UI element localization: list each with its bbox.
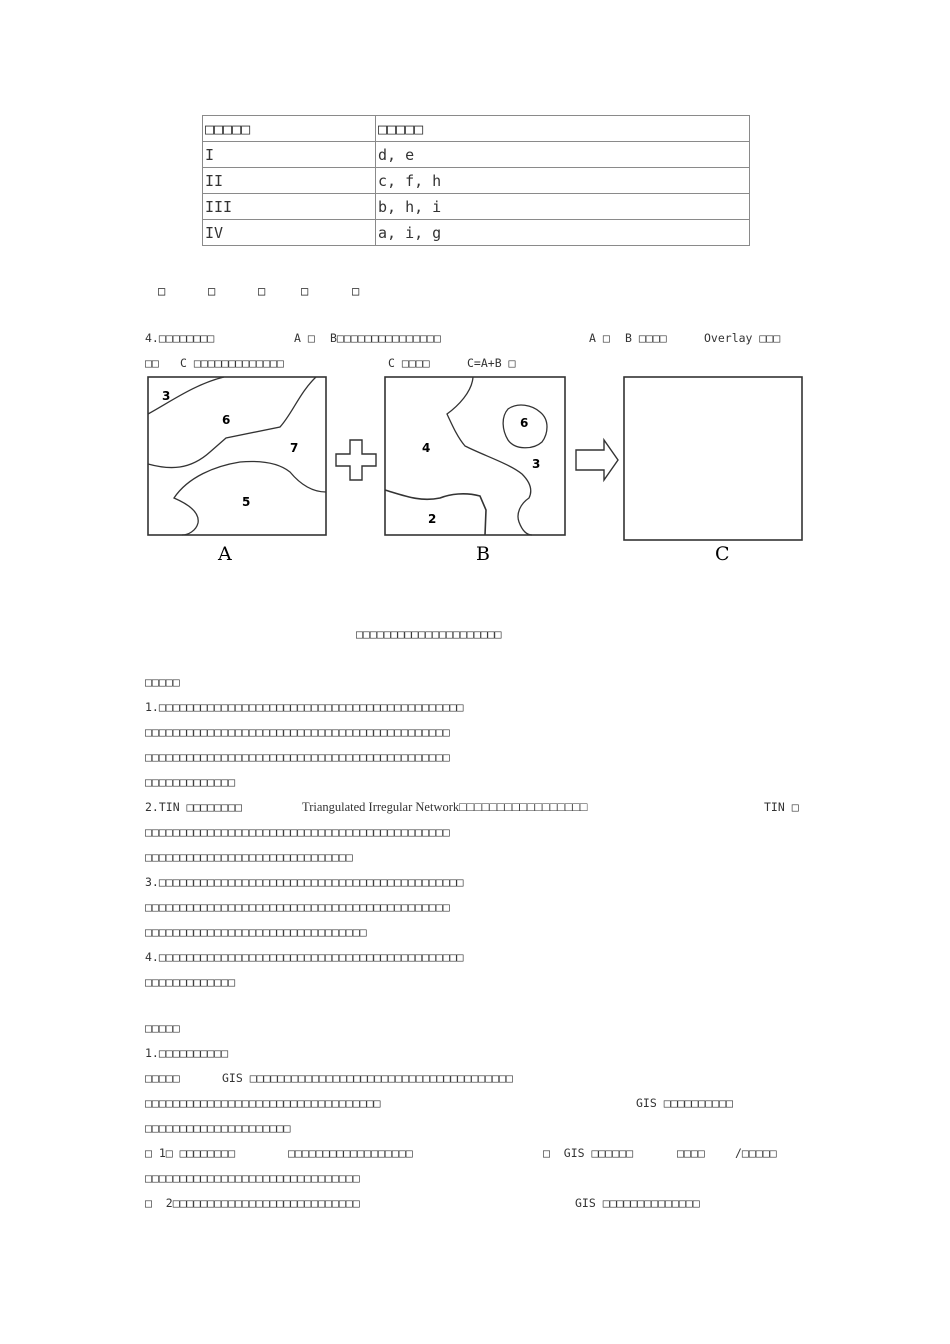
table-cell: II (203, 168, 376, 194)
q4-text: C □□□□ (388, 356, 430, 370)
map-c (624, 377, 802, 540)
map-b-region-labels (422, 416, 540, 526)
paragraph-line: 4.□□□□□□□□□□□□□□□□□□□□□□□□□□□□□□□□□□□□□□□□□□□□ (145, 950, 464, 964)
map-b-region-label: 2 (428, 512, 437, 526)
table-cell: a, i, g (376, 220, 750, 246)
overlay-figure (140, 372, 810, 572)
table-header-cell: □□□□□ (376, 116, 750, 142)
table-row (203, 142, 750, 168)
paragraph-line: □□□□□□□□□□□□□□□□□□□□□□□□□□□□□□□□ (145, 925, 367, 939)
paragraph-line: Triangulated Irregular Network□□□□□□□□□□□□□□□□□ (302, 800, 588, 814)
paragraph-line: □□□□□□□□□□□□□□□□□□□□□ (145, 1121, 291, 1135)
spaced-char: □ (301, 284, 309, 298)
figure-caption: □□□□□□□□□□□□□□□□□□□□□ (356, 627, 502, 641)
map-a-region-label: 6 (222, 413, 231, 427)
table-cell: c, f, h (376, 168, 750, 194)
paragraph-line: □□□□□ (145, 1071, 180, 1085)
arrow-right-icon (576, 440, 618, 480)
map-a-region-label: 5 (242, 495, 251, 509)
paragraph-line: /□□□□□ (735, 1146, 777, 1160)
paragraph-line: □□□□ (677, 1146, 705, 1160)
paragraph-line: □ 2□□□□□□□□□□□□□□□□□□□□□□□□□□□ (145, 1196, 360, 1210)
map-a-region-labels (162, 389, 298, 509)
table-cell: IV (203, 220, 376, 246)
paragraph-line: □ GIS □□□□□□ (543, 1146, 634, 1160)
map-b (385, 377, 565, 535)
answer-table (202, 115, 750, 246)
map-a-label: A (218, 543, 232, 565)
section-heading: □□□□□ (145, 1021, 180, 1035)
paragraph-line: □□□□□□□□□□□□□□□□□□□□□□□□□□□□□□□ (145, 1171, 360, 1185)
map-b-label: B (476, 543, 490, 565)
q4-text: B□□□□□□□□□□□□□□□ (330, 331, 441, 345)
table-row (203, 194, 750, 220)
q4-text: A □ (589, 331, 610, 345)
table-header-cell: □□□□□ (203, 116, 376, 142)
paragraph-line: 1.□□□□□□□□□□ (145, 1046, 229, 1060)
q4-text: A □ (294, 331, 315, 345)
table-row (203, 220, 750, 246)
map-b-region-label: 3 (532, 457, 541, 471)
map-c-label: C (715, 543, 730, 565)
map-b-region-label: 6 (520, 416, 529, 430)
q4-text: □□ (145, 356, 159, 370)
paragraph-line: GIS □□□□□□□□□□□□□□□□□□□□□□□□□□□□□□□□□□□□□□ (222, 1071, 513, 1085)
paragraph-line: □□□□□□□□□□□□□□□□□□□□□□□□□□□□□□□□□□□□□□□□□□□□ (145, 725, 450, 739)
q4-text: B □□□□ (625, 331, 667, 345)
paragraph-line: □□□□□□□□□□□□□□□□□□□□□□□□□□□□□□□□□□□□□□□□□□□□ (145, 825, 450, 839)
q4-text: C=A+B □ (467, 356, 516, 370)
paragraph-line: □□□□□□□□□□□□□□□□□□□□□□□□□□□□□□□□□□ (145, 1096, 381, 1110)
map-a-region-label: 3 (162, 389, 171, 403)
paragraph-line: GIS □□□□□□□□□□ (636, 1096, 733, 1110)
paragraph-line: 1.□□□□□□□□□□□□□□□□□□□□□□□□□□□□□□□□□□□□□□□□□□□□ (145, 700, 464, 714)
q4-text: 4.□□□□□□□□ (145, 331, 215, 345)
paragraph-line: □□□□□□□□□□□□□ (145, 975, 236, 989)
table-cell: d, e (376, 142, 750, 168)
map-a (148, 377, 326, 535)
paragraph-line: 2.TIN □□□□□□□□ (145, 800, 242, 814)
table-cell: I (203, 142, 376, 168)
table-cell: III (203, 194, 376, 220)
paragraph-line: □□□□□□□□□□□□□□□□□□□□□□□□□□□□□□ (145, 850, 353, 864)
plus-icon (336, 440, 376, 480)
spaced-char: □ (158, 284, 166, 298)
spaced-char: □ (208, 284, 216, 298)
q4-text: Overlay □□□ (704, 331, 781, 345)
paragraph-line: 3.□□□□□□□□□□□□□□□□□□□□□□□□□□□□□□□□□□□□□□□□□□□□ (145, 875, 464, 889)
q4-text: C □□□□□□□□□□□□□ (180, 356, 284, 370)
paragraph-line: GIS □□□□□□□□□□□□□□ (575, 1196, 700, 1210)
map-a-region-label: 7 (290, 441, 299, 455)
table-cell: b, h, i (376, 194, 750, 220)
spaced-char: □ (258, 284, 266, 298)
paragraph-line: TIN □ (764, 800, 799, 814)
table-header-row (203, 116, 750, 142)
spaced-char: □ (352, 284, 360, 298)
paragraph-line: □□□□□□□□□□□□□□□□□□ (288, 1146, 413, 1160)
paragraph-line: □□□□□□□□□□□□□□□□□□□□□□□□□□□□□□□□□□□□□□□□□□□□ (145, 900, 450, 914)
paragraph-line: □□□□□□□□□□□□□ (145, 775, 236, 789)
paragraph-line: □ 1□ □□□□□□□□ (145, 1146, 236, 1160)
paragraph-line: □□□□□□□□□□□□□□□□□□□□□□□□□□□□□□□□□□□□□□□□□□□□ (145, 750, 450, 764)
table-row (203, 168, 750, 194)
section-heading: □□□□□ (145, 675, 180, 689)
map-b-region-label: 4 (422, 441, 431, 455)
